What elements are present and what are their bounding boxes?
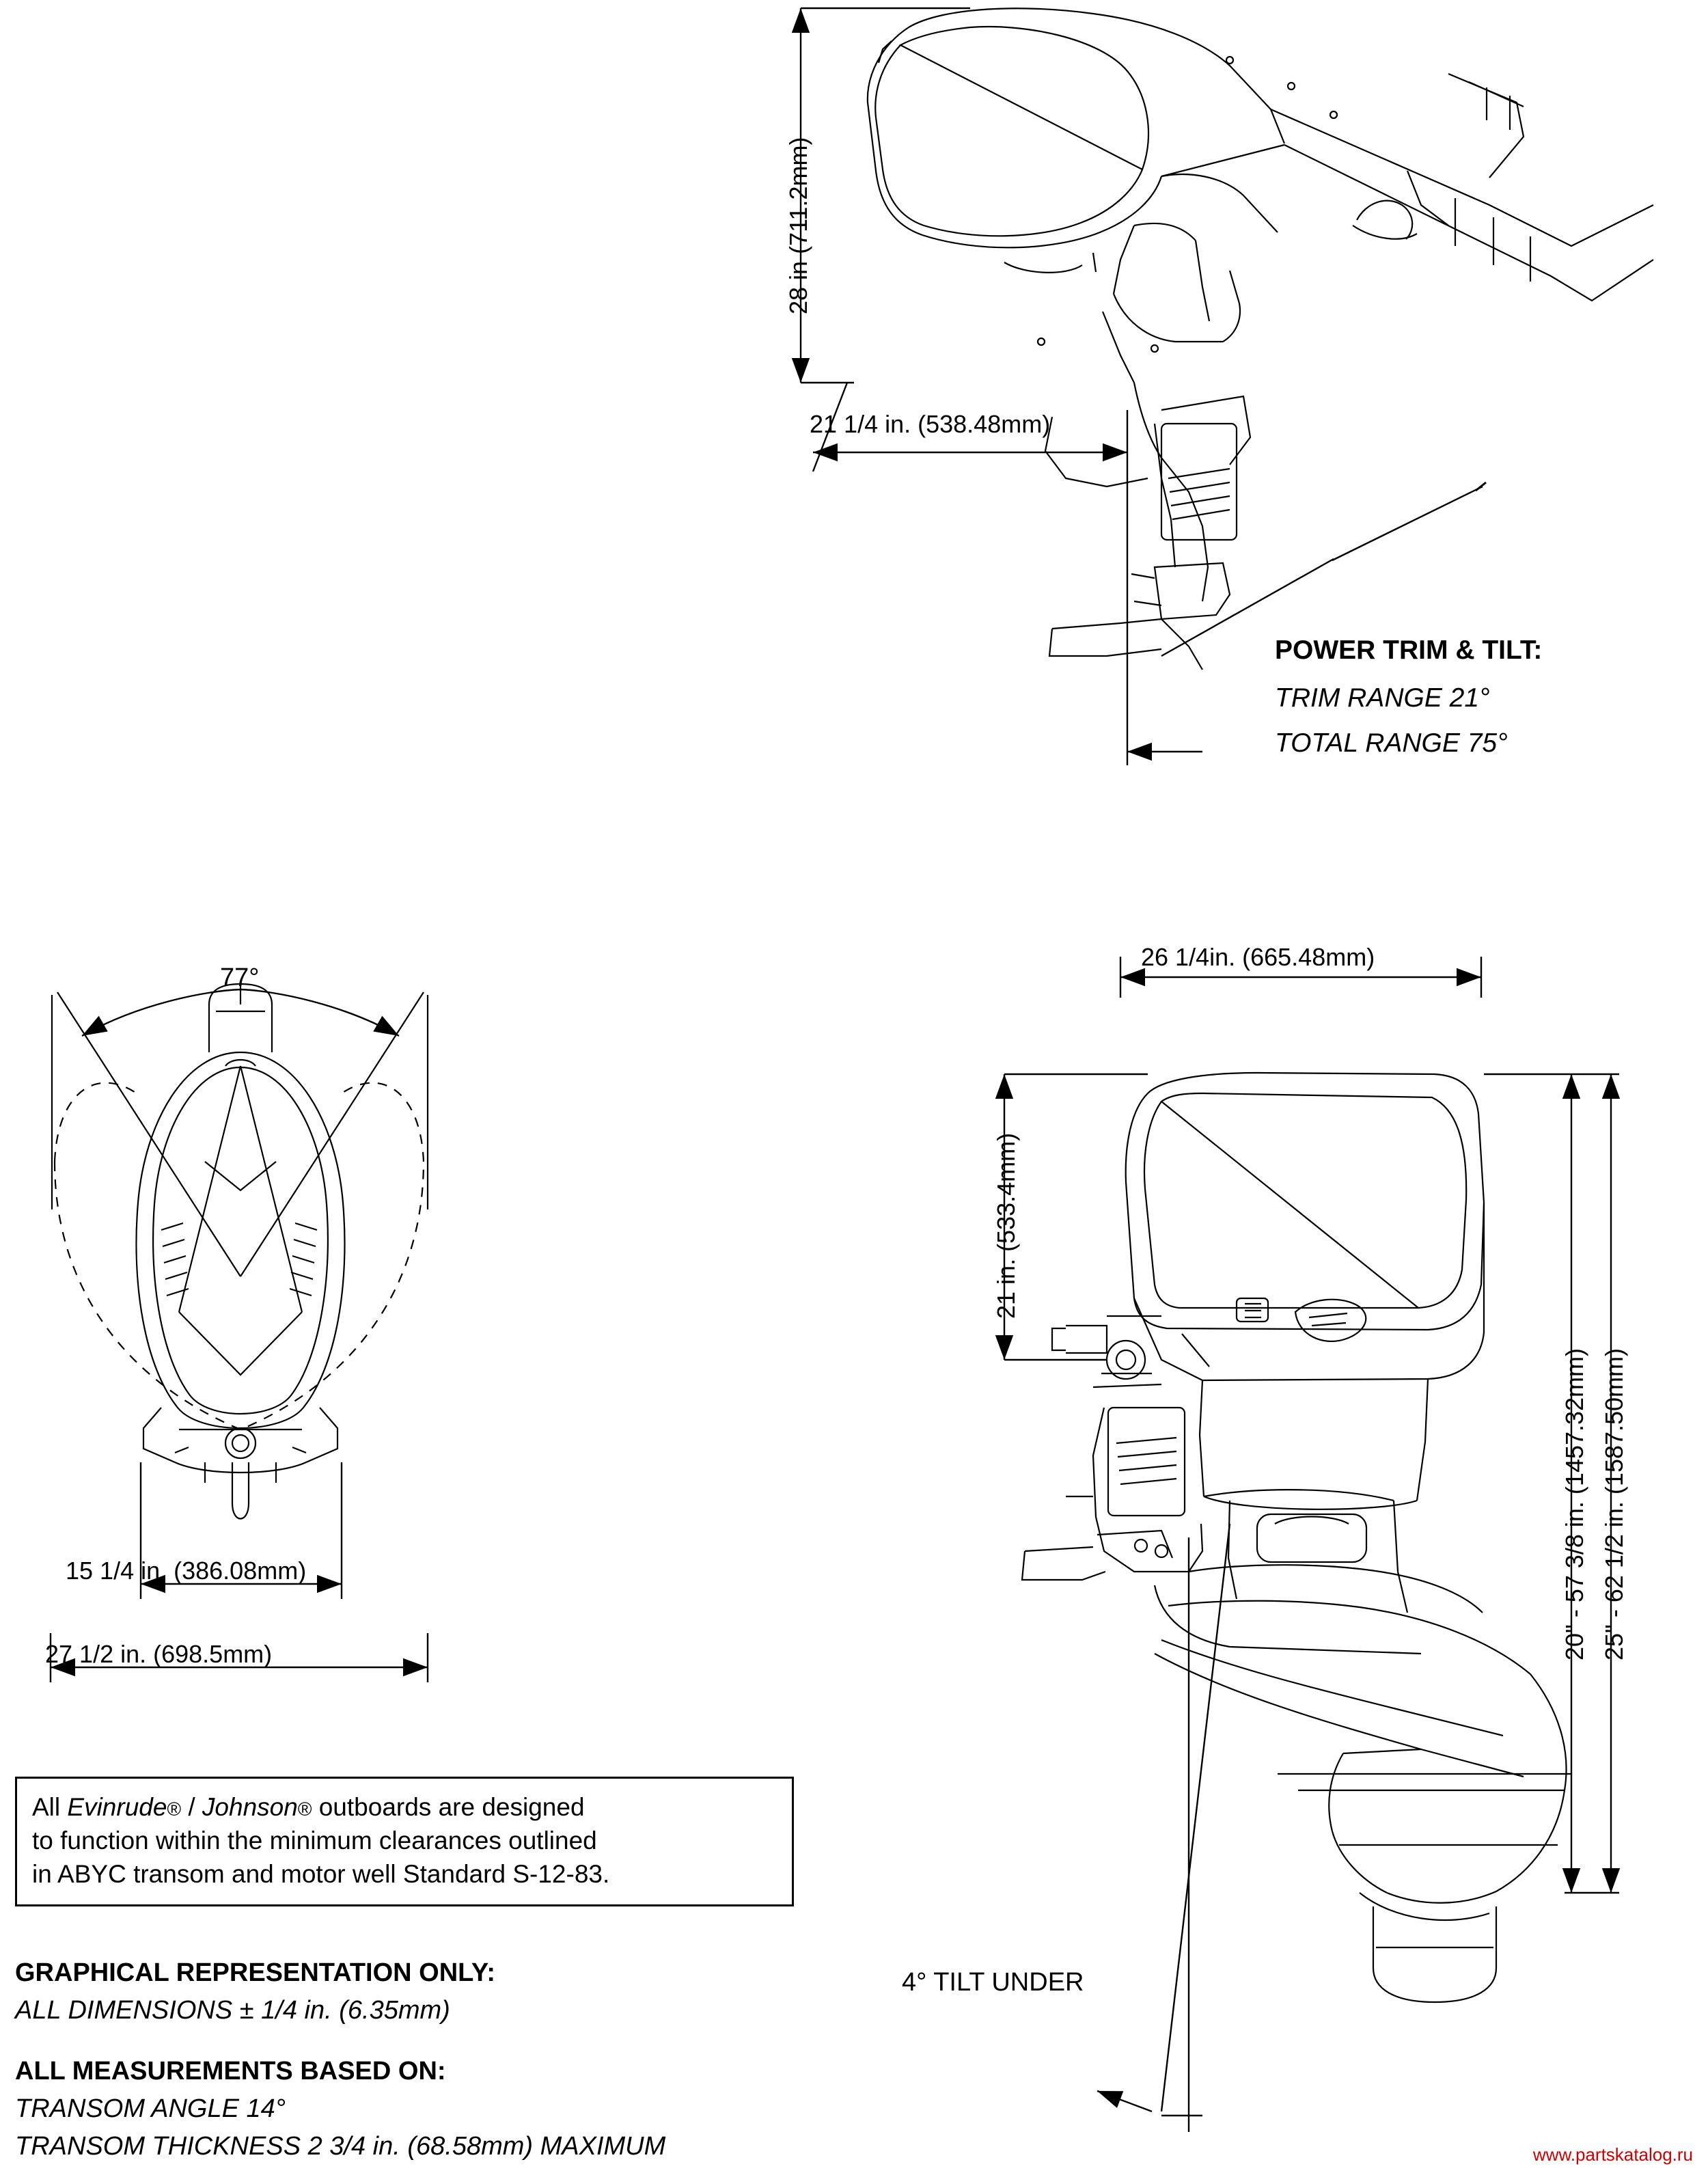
transom-angle-line: TRANSOM ANGLE 14° [15,2094,286,2124]
dim-4deg-tilt-under [1097,1524,1230,2132]
reg-mark-1: ® [167,1798,182,1820]
dim-overall-heights [1484,1074,1619,1893]
label-overall-height-25in: 25" - 62 1/2 in. (1587.50mm) [1600,1348,1628,1660]
measurements-based-on-header: ALL MEASUREMENTS BASED ON: [15,2057,446,2086]
label-4deg-tilt-under: 4° TILT UNDER [902,1968,1084,1997]
side-view-outboard [1022,1073,1571,2002]
abyc-slash: / [181,1793,202,1821]
label-27-5in-width: 27 1/2 in. (698.5mm) [45,1640,273,1668]
top-view-outboard-tilted [868,8,1653,670]
abyc-note-line3: in ABYC transom and motor well Standard S-12-83. [32,1859,610,1888]
abyc-clearance-note [15,1777,794,1906]
abyc-post: outboards are designed [312,1793,585,1821]
plan-view-outboard [52,984,428,1519]
label-26-25in-top-width: 26 1/4in. (665.48mm) [1141,943,1375,971]
power-trim-tilt-title: POWER TRIM & TILT: [1275,635,1543,665]
label-21in-cowl-height: 21 in. (533.4mm) [992,1132,1020,1319]
dim-28in-height [801,8,970,383]
reg-mark-2: ® [297,1798,312,1820]
label-21-25in-offset: 21 1/4 in. (538.48mm) [810,410,1051,438]
abyc-note-line2: to function within the minimum clearances outlined [32,1826,597,1855]
site-watermark: www.partskatalog.ru [1532,2144,1693,2165]
dim-21in-cowl-height [1004,1074,1148,1360]
abyc-pre: All [32,1793,68,1821]
label-overall-height-20in: 20" - 57 3/8 in. (1457.32mm) [1560,1348,1588,1660]
total-range-label: TOTAL RANGE 75° [1275,728,1508,758]
trim-range-label: TRIM RANGE 21° [1275,683,1490,713]
transom-thickness-line: TRANSOM THICKNESS 2 3/4 in. (68.58mm) MAXIMUM [15,2132,666,2161]
brand-johnson: Johnson [202,1793,298,1821]
label-28in-height: 28 in (711.2mm) [784,137,812,314]
graphical-representation-header: GRAPHICAL REPRESENTATION ONLY: [15,1958,496,1987]
graphical-representation-line: ALL DIMENSIONS ± 1/4 in. (6.35mm) [15,1996,450,2025]
dim-21-25in-offset [813,383,1127,765]
label-15-25in-width: 15 1/4 in. (386.08mm) [66,1557,307,1585]
label-77-degrees: 77° [220,963,260,992]
abyc-note-line1 [32,1791,777,1824]
general-notes [15,1954,665,2165]
brand-evinrude: Evinrude [67,1793,167,1821]
